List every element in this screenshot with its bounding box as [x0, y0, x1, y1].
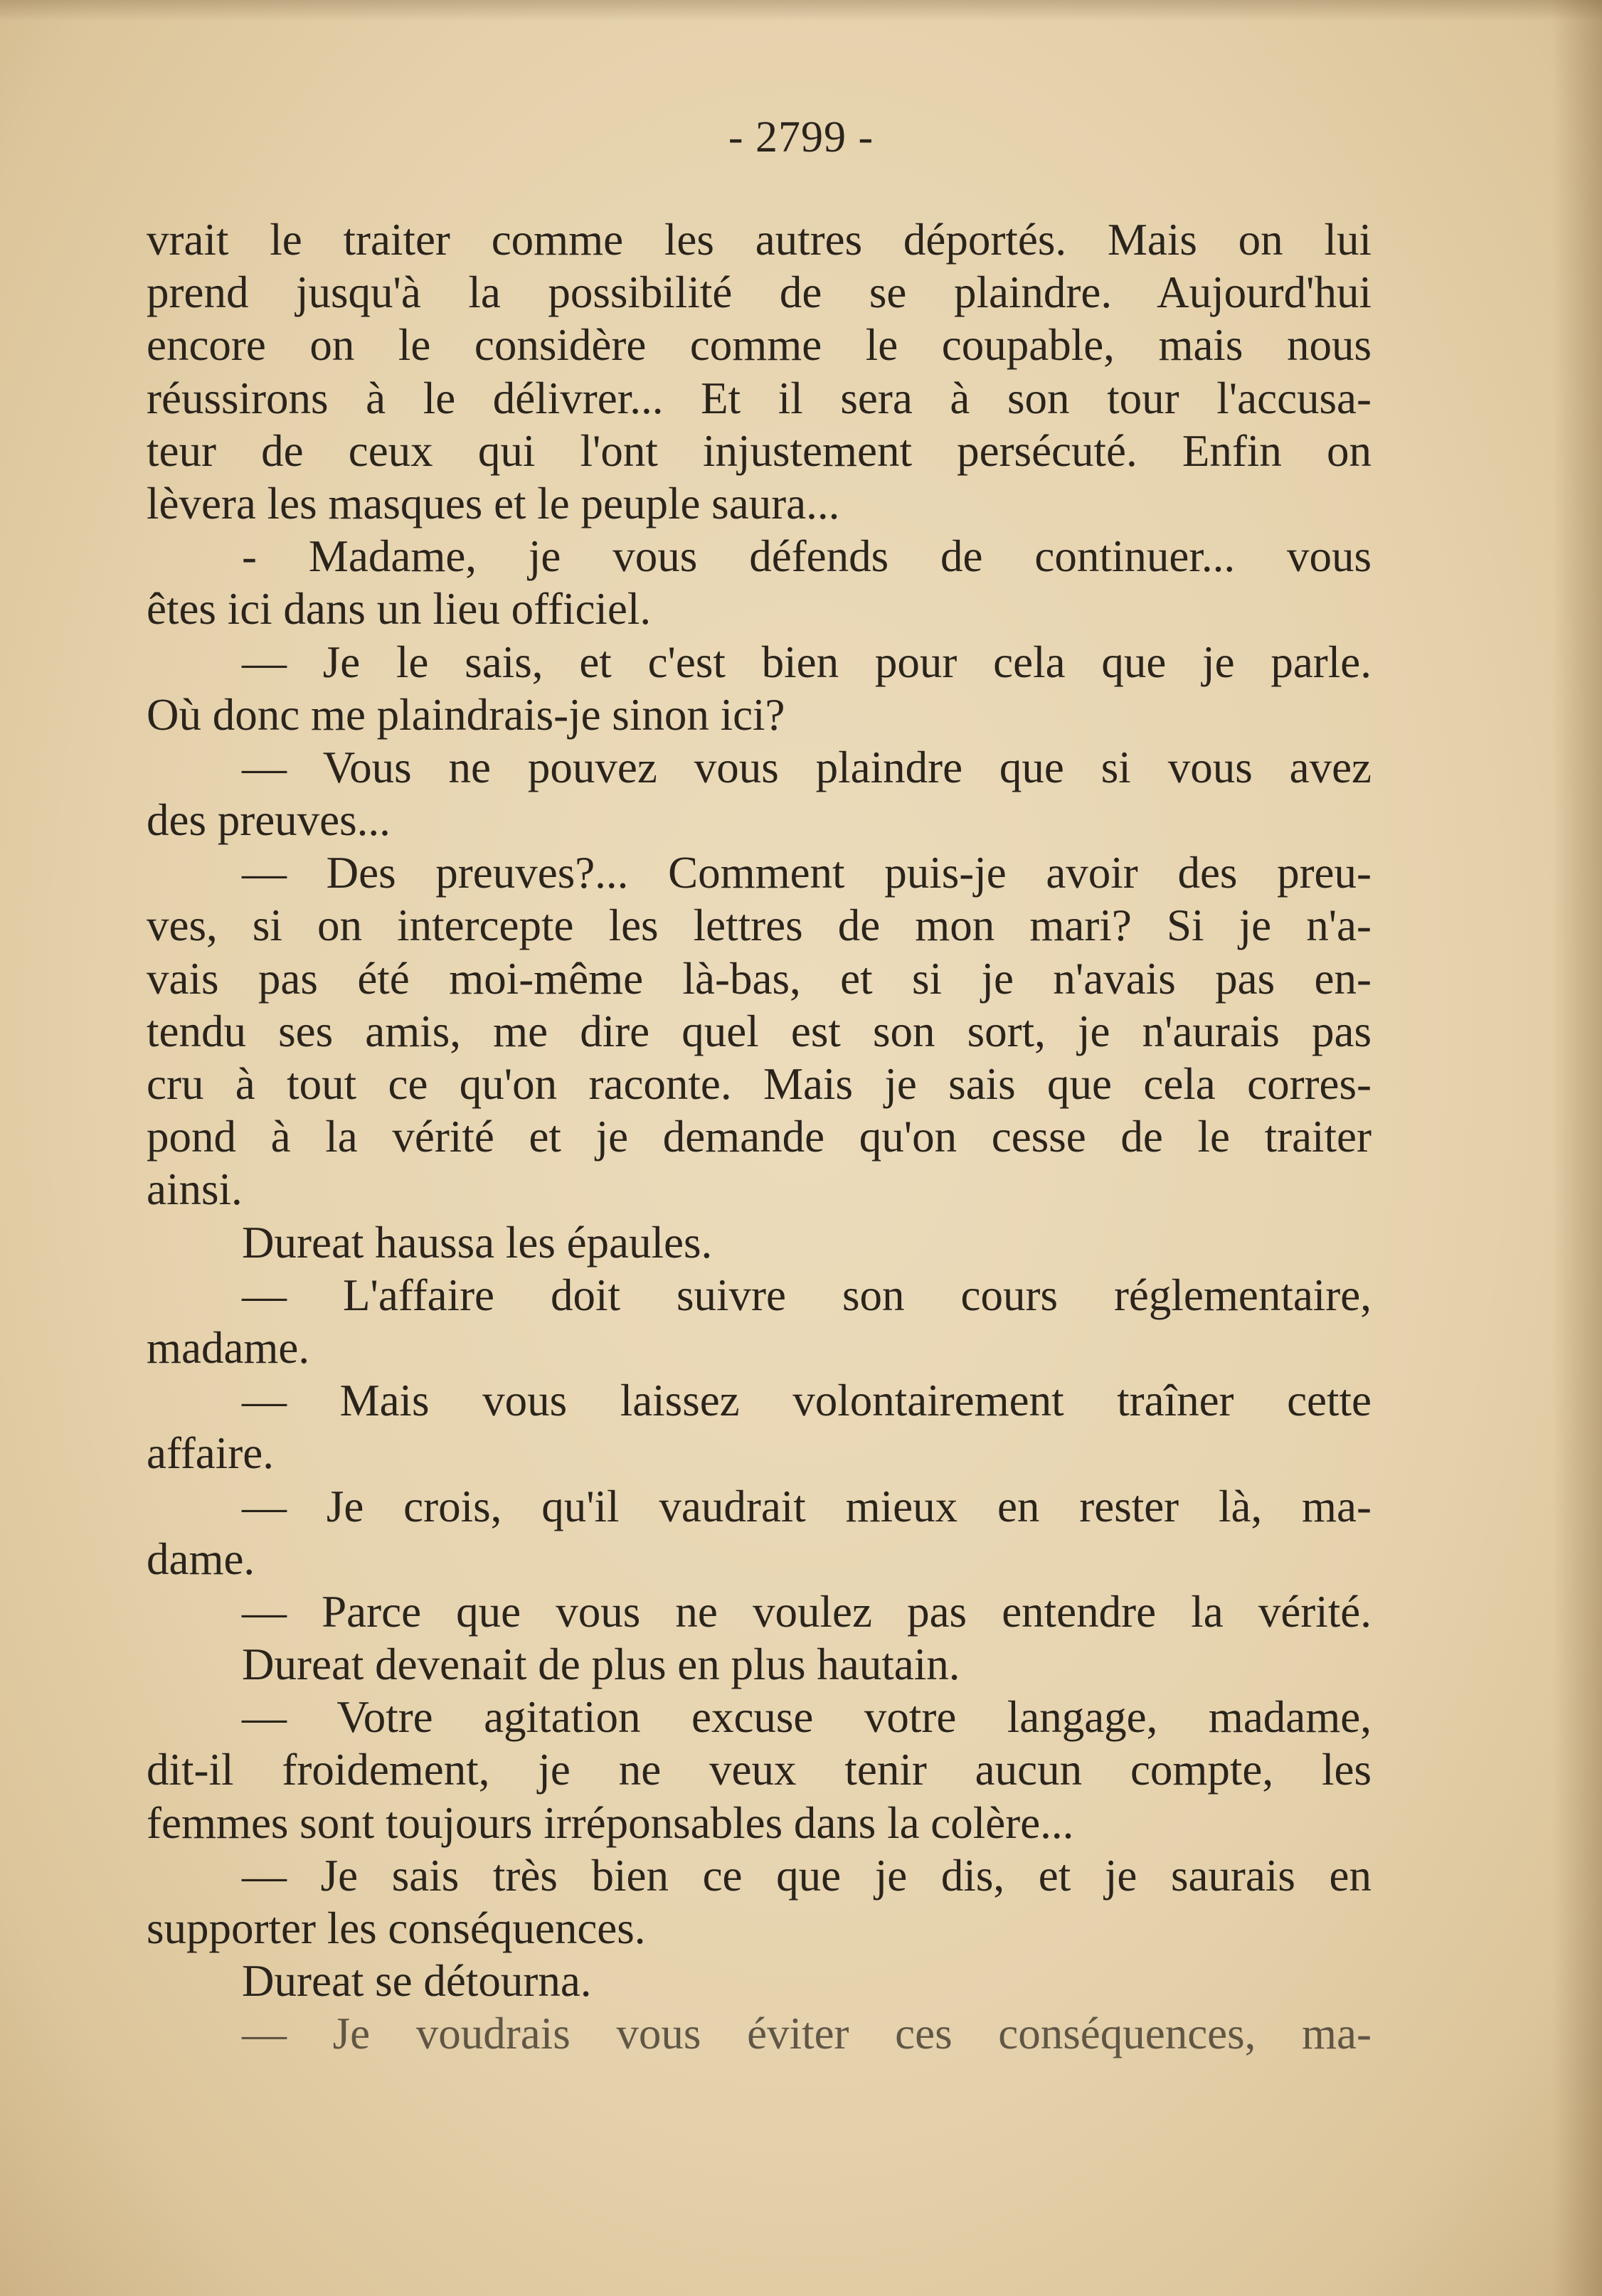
text-line: - Madame, je vous défends de continuer... vous — [242, 531, 1372, 582]
text-line: teur de ceux qui l'ont injustement persécuté. Enfin on — [147, 425, 1372, 476]
text-line: — Vous ne pouvez vous plaindre que si vous avez — [242, 742, 1372, 792]
text-line: — Je le sais, et c'est bien pour cela que je parle. — [242, 637, 1372, 687]
text-line: dame. — [147, 1534, 255, 1584]
text-line: vrait le traiter comme les autres déportés. Mais on lui — [147, 215, 1372, 265]
text-line: supporter les conséquences. — [147, 1903, 646, 1953]
text-line: — L'affaire doit suivre son cours réglementaire, — [242, 1270, 1372, 1320]
text-line: — Je voudrais vous éviter ces conséquences, ma- — [242, 2009, 1372, 2059]
page-edge-top — [0, 0, 1602, 21]
text-line: êtes ici dans un lieu officiel. — [147, 584, 652, 634]
text-line: affaire. — [147, 1428, 274, 1479]
text-line: dit-il froidement, je ne veux tenir aucun compte, les — [147, 1745, 1372, 1795]
text-line: encore on le considère comme le coupable, mais nous — [147, 320, 1372, 371]
text-line: des preuves... — [147, 795, 391, 846]
text-line: — Votre agitation excuse votre langage, madame, — [242, 1692, 1372, 1743]
page-edge-right — [1552, 0, 1602, 2296]
text-line: — Des preuves?... Comment puis-je avoir des preu- — [242, 848, 1372, 898]
text-line: Dureat se détourna. — [242, 1956, 592, 2007]
text-line: — Je crois, qu'il vaudrait mieux en rester là, ma- — [242, 1481, 1372, 1531]
text-line: femmes sont toujours irréponsables dans la colère... — [147, 1797, 1074, 1848]
text-line: ainsi. — [147, 1164, 243, 1215]
page-number: - 2799 - — [728, 113, 874, 161]
text-line: Dureat devenait de plus en plus hautain. — [242, 1639, 960, 1690]
text-line: — Mais vous laissez volontairement traîner cette — [242, 1376, 1372, 1426]
text-line: tendu ses amis, me dire quel est son sort, je n'aurais pas — [147, 1006, 1372, 1056]
text-line: — Parce que vous ne voulez pas entendre la vérité. — [242, 1586, 1372, 1637]
text-line: Où donc me plaindrais-je sinon ici? — [147, 689, 785, 740]
text-line: cru à tout ce qu'on raconte. Mais je sais que cela corres- — [147, 1059, 1372, 1109]
text-line: madame. — [147, 1322, 310, 1373]
text-line: ves, si on intercepte les lettres de mon mari? Si je n'a- — [147, 900, 1372, 951]
text-line: — Je sais très bien ce que je dis, et je saurais en — [242, 1850, 1372, 1901]
text-line: vais pas été moi-même là-bas, et si je n'avais pas en- — [147, 953, 1372, 1004]
text-line: prend jusqu'à la possibilité de se plaindre. Aujourd'hui — [147, 267, 1372, 318]
text-line: lèvera les masques et le peuple saura... — [147, 478, 840, 528]
body-text — [147, 213, 1372, 2061]
text-line: Dureat haussa les épaules. — [242, 1217, 713, 1267]
text-line: réussirons à le délivrer... Et il sera à son tour l'accusa- — [147, 373, 1372, 423]
text-line: pond à la vérité et je demande qu'on cesse de le traiter — [147, 1112, 1372, 1162]
